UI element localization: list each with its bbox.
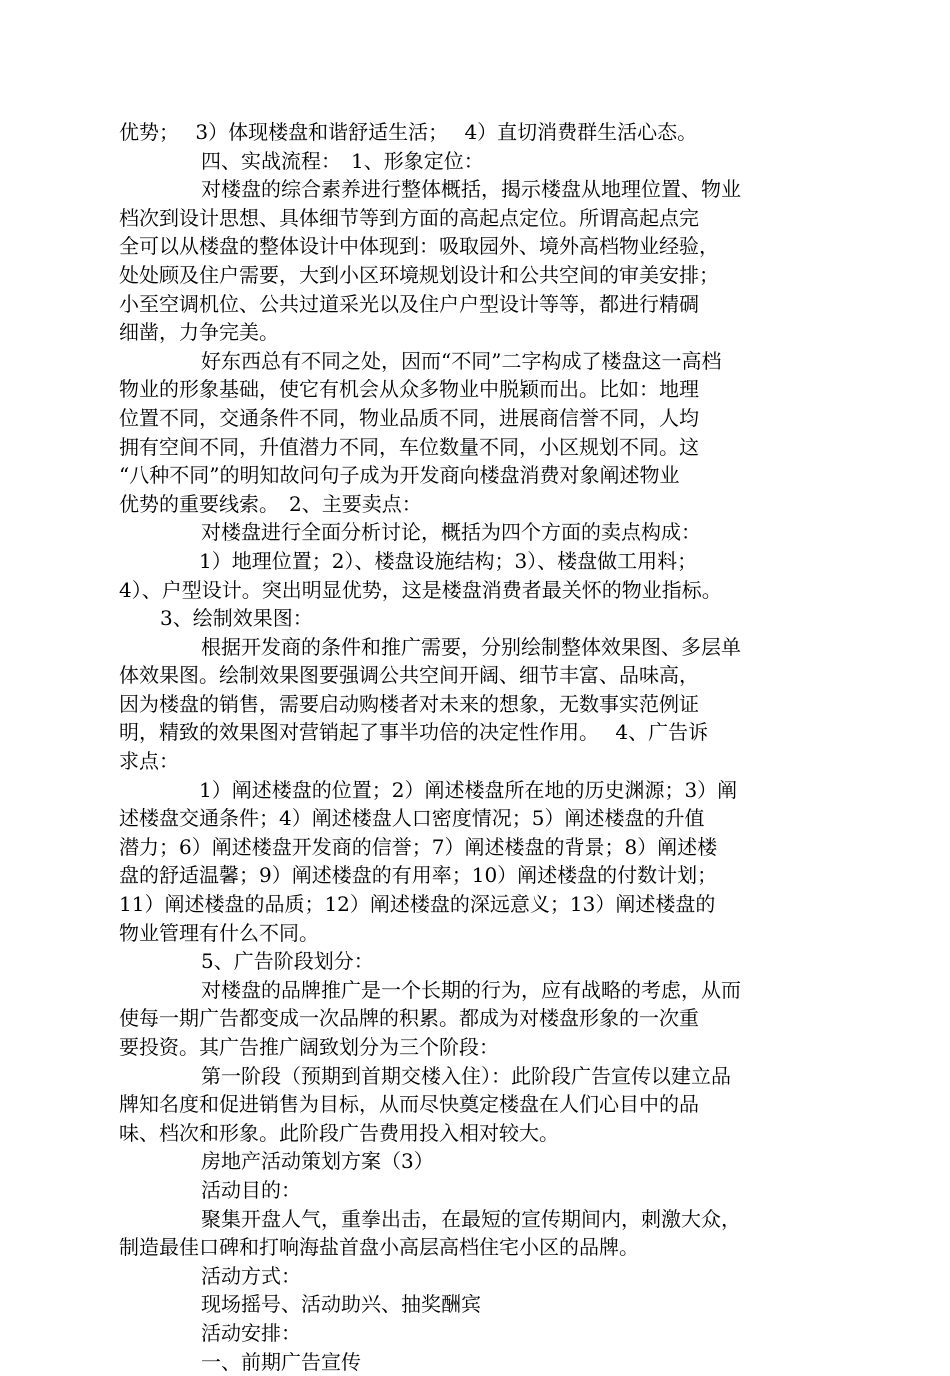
text-line: 对楼盘的品牌推广是一个长期的行为，应有战略的考虑，从而 xyxy=(201,977,741,1002)
section-heading-arrangement: 活动安排： xyxy=(201,1320,301,1345)
text-line: 小至空调机位、公共过道采光以及住户户型设计等等，都进行精碉 xyxy=(119,291,699,316)
document-body xyxy=(119,118,831,1376)
text-line: 聚集开盘人气，重拳出击，在最短的宣传期间内，刺激大众， xyxy=(201,1206,741,1231)
text-line: 优势的重要线索。 2、主要卖点： xyxy=(119,491,422,516)
section-heading-advertising: 一、前期广告宣传 xyxy=(201,1349,361,1374)
text-line: 物业的形象基础，使它有机会从众多物业中脱颖而出。比如：地理 xyxy=(119,377,699,402)
text-line: 对楼盘的综合素养进行整体概括，揭示楼盘从地理位置、物业 xyxy=(201,177,741,202)
text-line: 全可以从楼盘的整体设计中体现到：吸取园外、境外高档物业经验， xyxy=(119,234,719,259)
text-line: 因为楼盘的销售，需要启动购楼者对未来的想象，无数事实范例证 xyxy=(119,691,699,716)
text-line: 拥有空间不同，升值潜力不同，车位数量不同，小区规划不同。这 xyxy=(119,434,699,459)
text-line: 4）、户型设计。突出明显优势，这是楼盘消费者最关怀的物业指标。 xyxy=(119,577,722,602)
text-line: 现场摇号、活动助兴、抽奖酬宾 xyxy=(201,1292,481,1317)
text-line: 第一阶段（预期到首期交楼入住）：此阶段广告宣传以建立品 xyxy=(201,1063,731,1088)
section-heading-ad-stages: 5、广告阶段划分： xyxy=(201,949,374,974)
text-line: 对楼盘进行全面分析讨论，概括为四个方面的卖点构成： xyxy=(201,520,701,545)
text-line: 1）地理位置；2）、楼盘设施结构；3）、楼盘做工用料； xyxy=(199,548,698,573)
text-line: 物业管理有什么不同。 xyxy=(119,920,319,945)
text-line: 细凿，力争完美。 xyxy=(119,320,279,345)
text-line: 体效果图。绘制效果图要强调公共空间开阔、细节丰富、品味高， xyxy=(119,663,699,688)
text-line: 求点： xyxy=(119,749,179,774)
text-line: 档次到设计思想、具体细节等到方面的高起点定位。所谓高起点完 xyxy=(119,205,699,230)
text-line: 明，精致的效果图对营销起了事半功倍的决定性作用。 4、广告诉 xyxy=(119,720,709,745)
text-line: 11）阐述楼盘的品质；12）阐述楼盘的深远意义；13）阐述楼盘的 xyxy=(119,892,716,917)
text-line: 要投资。其广告推广阔致划分为三个阶段： xyxy=(119,1035,499,1059)
text-line: 1）阐述楼盘的位置；2）阐述楼盘所在地的历史渊源；3）阐 xyxy=(199,777,738,802)
text-line: 根据开发商的条件和推广需要，分别绘制整体效果图、多层单 xyxy=(201,634,741,659)
text-line: 述楼盘交通条件；4）阐述楼盘人口密度情况；5）阐述楼盘的升值 xyxy=(119,806,705,831)
text-line: “八种不同”的明知故问句子成为开发商向楼盘消费对象阐述物业 xyxy=(119,463,680,488)
text-line: 处处顾及住户需要，大到小区环境规划设计和公共空间的审美安排； xyxy=(119,262,719,287)
text-line: 味、档次和形象。此阶段广告费用投入相对较大。 xyxy=(119,1120,559,1145)
section-heading-process: 四、实战流程： 1、形象定位： xyxy=(201,148,484,173)
section-heading-purpose: 活动目的： xyxy=(201,1177,301,1202)
text-line: 使每一期广告都变成一次品牌的积累。都成为对楼盘形象的一次重 xyxy=(119,1006,699,1031)
section-heading-renderings: 3、绘制效果图： xyxy=(160,606,313,631)
text-line: 好东西总有不同之处，因而“不同”二字构成了楼盘这一高档 xyxy=(201,348,722,373)
text-line: 牌知名度和促进销售为目标，从而尽快奠定楼盘在人们心目中的品 xyxy=(119,1092,699,1117)
text-line: 制造最佳口碑和打响海盐首盘小高层高档住宅小区的品牌。 xyxy=(119,1235,639,1260)
text-line: 盘的舒适温馨；9）阐述楼盘的有用率；10）阐述楼盘的付数计划； xyxy=(119,863,718,888)
section-heading-method: 活动方式： xyxy=(201,1263,301,1288)
text-line: 位置不同，交通条件不同，物业品质不同，进展商信誉不同，人均 xyxy=(119,405,699,430)
text-line: 优势； 3）体现楼盘和谐舒适生活； 4）直切消费群生活心态。 xyxy=(119,120,698,144)
plan-title: 房地产活动策划方案（3） xyxy=(201,1149,434,1174)
text-line: 潜力；6）阐述楼盘开发商的信誉；7）阐述楼盘的背景；8）阐述楼 xyxy=(119,834,718,859)
